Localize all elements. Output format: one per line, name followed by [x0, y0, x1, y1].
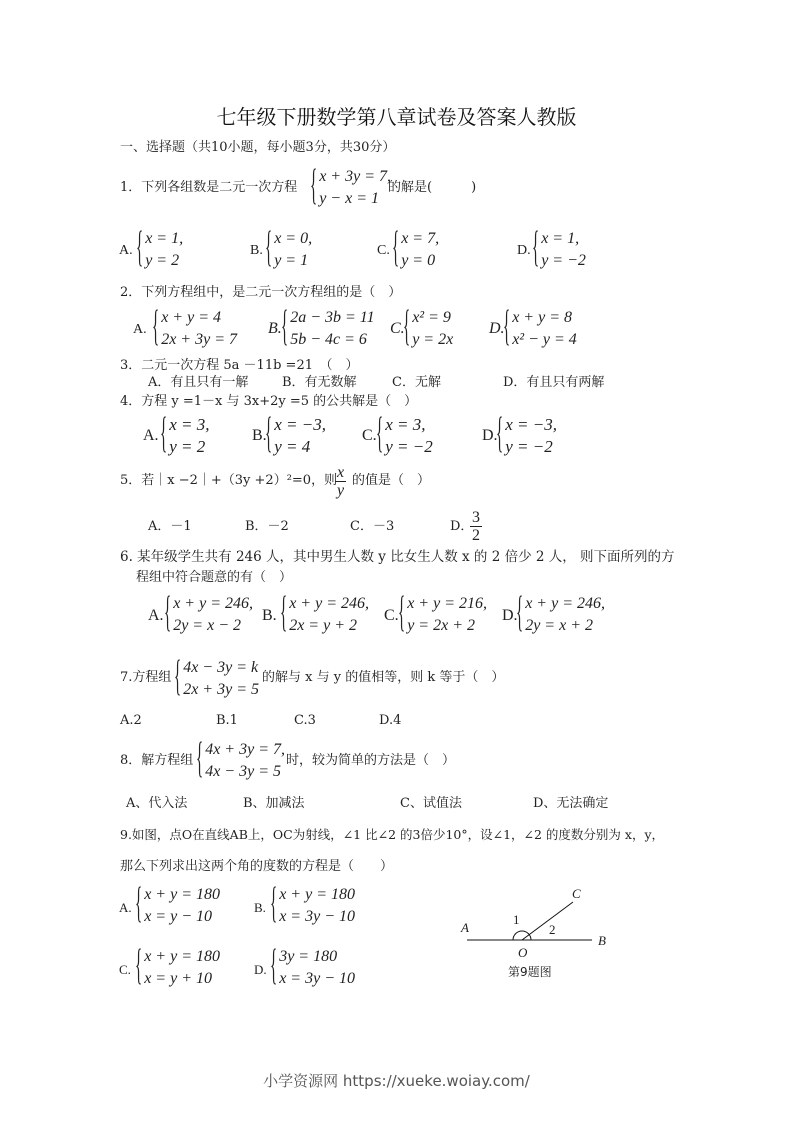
- equation: y − x = 1: [319, 190, 379, 207]
- option-d: [516, 590, 605, 637]
- question-text: 3．二元一次方程 5a －11b =21 （ ）: [120, 358, 359, 373]
- brace-icon: {: [135, 881, 143, 928]
- option-a: A.2: [120, 713, 142, 728]
- option-d: [503, 304, 577, 351]
- option-b: [280, 590, 369, 637]
- option-b: B．有无数解: [282, 375, 357, 390]
- equation: 2x + 3y = 7: [161, 331, 237, 348]
- option-d: D.4: [379, 713, 402, 728]
- option-c-label: C.: [362, 427, 377, 444]
- brace-icon: {: [270, 881, 278, 928]
- option-d: [270, 943, 355, 990]
- equation: x = 3y − 10: [279, 908, 355, 925]
- equation: x² − y = 4: [512, 331, 577, 348]
- option-c: C、试值法: [400, 796, 462, 811]
- equation: x + y = 8: [512, 309, 572, 326]
- question-text: 5．若｜x −2｜+（3y +2）²=0，则: [120, 473, 338, 488]
- equation: x = y − 10: [144, 908, 212, 925]
- option-a-label: A.: [119, 243, 133, 258]
- option-d-label: D．: [450, 519, 474, 534]
- brace-icon: {: [398, 590, 406, 637]
- option-d-label: D.: [502, 607, 518, 624]
- option-c-label: C.: [119, 962, 131, 977]
- question-text: 6. 某年级学生共有 246 人，其中男生人数 y 比女生人数 x 的 2 倍少 2 人， 则下面所列的方: [120, 549, 675, 565]
- question-text: 的解是( ): [388, 180, 477, 195]
- equation: x + y = 216,: [407, 595, 487, 612]
- equation: x + y = 180: [144, 948, 220, 965]
- brace-icon: {: [376, 411, 384, 458]
- brace-icon: {: [532, 225, 540, 272]
- equation: x = y + 10: [144, 970, 212, 987]
- angle-1-label: 1: [513, 912, 520, 927]
- equation: x + y = 180: [144, 886, 220, 903]
- option-d-label: D.: [254, 962, 267, 977]
- section-heading: 一、选择题（共10小题，每小题3分，共30分）: [120, 140, 396, 155]
- equation: 4x + 3y = 7,: [205, 741, 285, 758]
- equation: 2x = y + 2: [289, 617, 357, 634]
- option-b-label: B.: [250, 243, 263, 258]
- brace-icon: {: [270, 943, 278, 990]
- equation: y = 2: [145, 252, 180, 269]
- option-c: [376, 411, 433, 458]
- equation: y = 0: [401, 252, 436, 269]
- option-c: C．－3: [350, 519, 395, 534]
- equation: 3y = 180: [279, 948, 338, 965]
- question-text: 7.方程组: [120, 670, 172, 685]
- equation: x + 3y = 7,: [319, 168, 391, 185]
- fraction: [335, 464, 346, 499]
- equation: 2y = x + 2: [525, 617, 593, 634]
- brace-icon: {: [152, 304, 160, 351]
- brace-icon: {: [265, 225, 273, 272]
- equation-system: [310, 163, 391, 210]
- equation-system: [196, 736, 285, 783]
- question-text: 时，较为简单的方法是（ ）: [286, 753, 456, 768]
- footer-watermark: 小学资源网 https://xueke.woiay.com/: [263, 1072, 530, 1090]
- equation: y = 4: [274, 437, 311, 456]
- brace-icon: {: [403, 304, 411, 351]
- equation: x = −3,: [274, 415, 326, 434]
- option-d-label: D.: [489, 320, 505, 337]
- question-text: 的解与 x 与 y 的值相等，则 k 等于（ ）: [262, 670, 505, 685]
- equation: x = 7,: [401, 230, 440, 247]
- point-o-label: O: [518, 945, 528, 960]
- option-b-label: B.: [262, 607, 277, 624]
- brace-icon: {: [516, 590, 524, 637]
- equation: x + y = 246,: [173, 595, 253, 612]
- equation: y = 1: [274, 252, 309, 269]
- option-a: A．－1: [148, 519, 192, 534]
- equation: x² = 9: [412, 309, 451, 326]
- option-d: D．有且只有两解: [503, 375, 605, 390]
- option-c: [398, 590, 487, 637]
- option-a: A、代入法: [126, 796, 188, 811]
- equation: y = −2: [541, 252, 586, 269]
- point-c-label: C: [572, 886, 581, 901]
- brace-icon: {: [196, 736, 204, 783]
- option-a: [164, 590, 253, 637]
- brace-icon: {: [174, 654, 182, 701]
- option-a-label: A.: [148, 607, 164, 624]
- equation: y = −2: [505, 437, 553, 456]
- question-text: 程组中符合题意的有（ ）: [136, 570, 293, 585]
- option-d-label: D.: [517, 243, 531, 258]
- option-d: [470, 509, 482, 544]
- option-d-label: D.: [482, 427, 498, 444]
- brace-icon: {: [164, 590, 172, 637]
- fraction-part: x: [337, 464, 345, 481]
- option-c-label: C.: [377, 243, 390, 258]
- option-b: B.1: [216, 713, 238, 728]
- equation: x = 3,: [385, 415, 426, 434]
- fraction-part: 3: [472, 509, 480, 526]
- equation: x + y = 246,: [289, 595, 369, 612]
- equation: x = 0,: [274, 230, 313, 247]
- brace-icon: {: [160, 411, 168, 458]
- option-b: [270, 881, 355, 928]
- brace-icon: {: [280, 590, 288, 637]
- equation: y = 2x: [412, 331, 454, 348]
- equation: 4x − 3y = k: [183, 659, 259, 676]
- angle-figure: [455, 880, 615, 990]
- equation: 2a − 3b = 11: [290, 309, 375, 326]
- equation: y = 2x + 2: [407, 617, 475, 634]
- equation: 4x − 3y = 5: [205, 763, 281, 780]
- brace-icon: {: [310, 163, 318, 210]
- option-c-label: C.: [384, 607, 399, 624]
- option-b: B．－2: [245, 519, 289, 534]
- option-c: [392, 225, 440, 272]
- brace-icon: {: [281, 304, 289, 351]
- option-c: [403, 304, 454, 351]
- page-title: 七年级下册数学第八章试卷及答案人教版: [216, 105, 577, 129]
- equation: 5b − 4c = 6: [290, 331, 367, 348]
- option-b: [281, 304, 375, 351]
- question-text: 4．方程 y =1－x 与 3x+2y =5 的公共解是（ ）: [120, 394, 418, 409]
- equation: x = 1,: [145, 230, 184, 247]
- equation: 2y = x − 2: [173, 617, 241, 634]
- equation: x = −3,: [505, 415, 557, 434]
- option-a-label: A.: [133, 322, 147, 337]
- option-a: A．有且只有一解: [148, 375, 249, 390]
- fraction-part: y: [337, 482, 345, 499]
- option-d: D、无法确定: [533, 796, 609, 811]
- equation: y = 2: [169, 437, 206, 456]
- option-b: [265, 411, 326, 458]
- option-d: [496, 411, 557, 458]
- option-a: [136, 225, 184, 272]
- question-text: 9.如图，点O在直线AB上，OC为射线，∠1 比∠2 的3倍少10°，设∠1，∠2 的度数分别为 x，y，: [120, 827, 665, 842]
- option-b: [265, 225, 313, 272]
- option-c: [135, 943, 220, 990]
- question-text: 那么下列求出这两个角的度数的方程是（ ）: [120, 859, 394, 874]
- equation-system: [174, 654, 259, 701]
- equation: x = 1,: [541, 230, 580, 247]
- option-b-label: B.: [268, 320, 282, 337]
- question-text: 8．解方程组: [120, 753, 194, 768]
- option-b: B、加减法: [243, 796, 305, 811]
- question-text: 2．下列方程组中，是二元一次方程组的是（ ）: [120, 285, 402, 300]
- brace-icon: {: [265, 411, 273, 458]
- equation: x + y = 4: [161, 309, 221, 326]
- equation: x = 3,: [169, 415, 210, 434]
- equation: 2x + 3y = 5: [183, 681, 259, 698]
- question-text: 的值是（ ）: [352, 473, 431, 488]
- angle-2-label: 2: [549, 922, 556, 937]
- point-a-label: A: [461, 920, 469, 935]
- option-c-label: C.: [390, 320, 405, 337]
- equation: x + y = 246,: [525, 595, 605, 612]
- option-a: [160, 411, 210, 458]
- option-a-label: A.: [119, 900, 132, 915]
- brace-icon: {: [136, 225, 144, 272]
- option-c: C．无解: [392, 375, 441, 390]
- option-a-label: A.: [143, 427, 159, 444]
- option-a: [135, 881, 220, 928]
- equation: y = −2: [385, 437, 433, 456]
- figure-caption: 第9题图: [508, 965, 552, 979]
- question-text: 1．下列各组数是二元一次方程: [120, 180, 298, 195]
- option-d: [532, 225, 586, 272]
- brace-icon: {: [496, 411, 504, 458]
- fraction-part: 2: [472, 527, 480, 544]
- point-b-label: B: [598, 933, 606, 948]
- brace-icon: {: [135, 943, 143, 990]
- option-b-label: B.: [254, 900, 266, 915]
- equation: x = 3y − 10: [279, 970, 355, 987]
- brace-icon: {: [392, 225, 400, 272]
- option-b-label: B.: [252, 427, 267, 444]
- equation: x + y = 180: [279, 886, 355, 903]
- option-c: C.3: [294, 713, 316, 728]
- brace-icon: {: [503, 304, 511, 351]
- ray-oc: [522, 902, 573, 940]
- option-a: [152, 304, 237, 351]
